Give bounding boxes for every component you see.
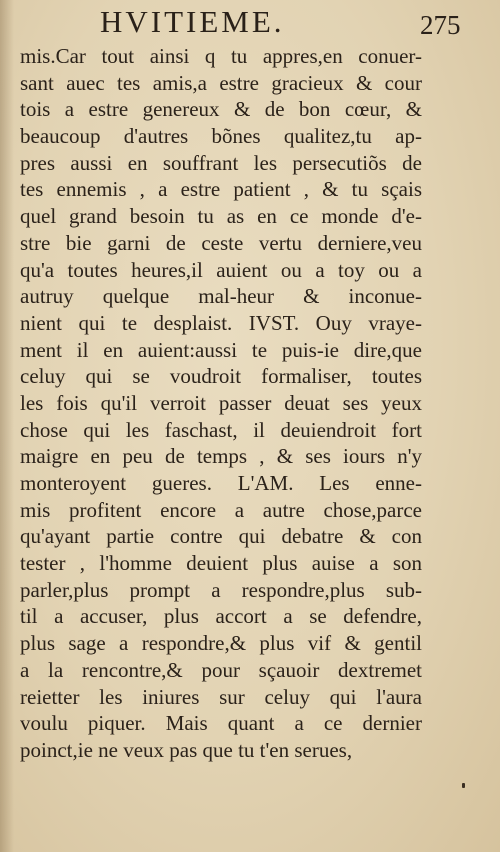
text-line: parler,plus prompt a respondre,plus sub- [20, 577, 422, 602]
text-line: maigre en peu de temps , & ses iours n'y [20, 444, 422, 469]
text-line: stre bie garni de ceste vertu derniere,veu [20, 230, 422, 255]
body-text [20, 43, 422, 764]
page-header [0, 4, 500, 40]
running-head: HVITIEME. [100, 4, 285, 39]
text-line: nient qui te desplaist. IVST. Ouy vraye- [20, 310, 422, 335]
text-line: tes ennemis , a estre patient , & tu sçais [20, 177, 422, 202]
text-line: monteroyent gueres. L'AM. Les enne- [20, 471, 422, 495]
text-line: a la rencontre,& pour sçauoir dextremet [20, 657, 422, 682]
text-line: qu'ayant partie contre qui debatre & con [20, 524, 422, 549]
page-number: 275 [420, 10, 461, 40]
text-line: voulu piquer. Mais quant a ce dernier [20, 711, 422, 736]
text-line: chose qui les faschast, il deuiendroit fort [20, 417, 422, 442]
text-line: tois a estre genereux & de bon cœur, & [20, 97, 422, 122]
text-line: les fois qu'il verroit passer deuat ses yeux [20, 390, 422, 415]
text-line: mis.Car tout ainsi q tu appres,en conuer- [20, 44, 422, 68]
text-line: plus sage a respondre,& plus vif & gentil [20, 631, 422, 656]
text-line: sant auec tes amis,a estre gracieux & cour [20, 70, 422, 95]
text-line: qu'a toutes heures,il auient ou a toy ou a [20, 257, 422, 282]
text-line: beaucoup d'autres bõnes qualitez,tu ap- [20, 124, 422, 149]
text-line: reietter les iniures sur celuy qui l'aura [20, 684, 422, 709]
ink-speck [462, 783, 465, 788]
text-line: tester , l'homme deuient plus auise a son [20, 551, 422, 576]
text-line: poinct,ie ne veux pas que tu t'en serues, [20, 737, 353, 762]
text-line: til a accuser, plus accort a se defendre, [20, 604, 422, 629]
text-line: autruy quelque mal-heur & inconue- [20, 284, 422, 309]
text-line: quel grand besoin tu as en ce monde d'e- [20, 204, 422, 229]
text-line: ment il en auient:aussi te puis-ie dire,que [20, 337, 422, 362]
text-line: pres aussi en souffrant les persecutiõs de [20, 150, 422, 175]
text-line: celuy qui se voudroit formaliser, toutes [20, 364, 422, 389]
text-line: mis profitent encore a autre chose,parce [20, 497, 422, 522]
